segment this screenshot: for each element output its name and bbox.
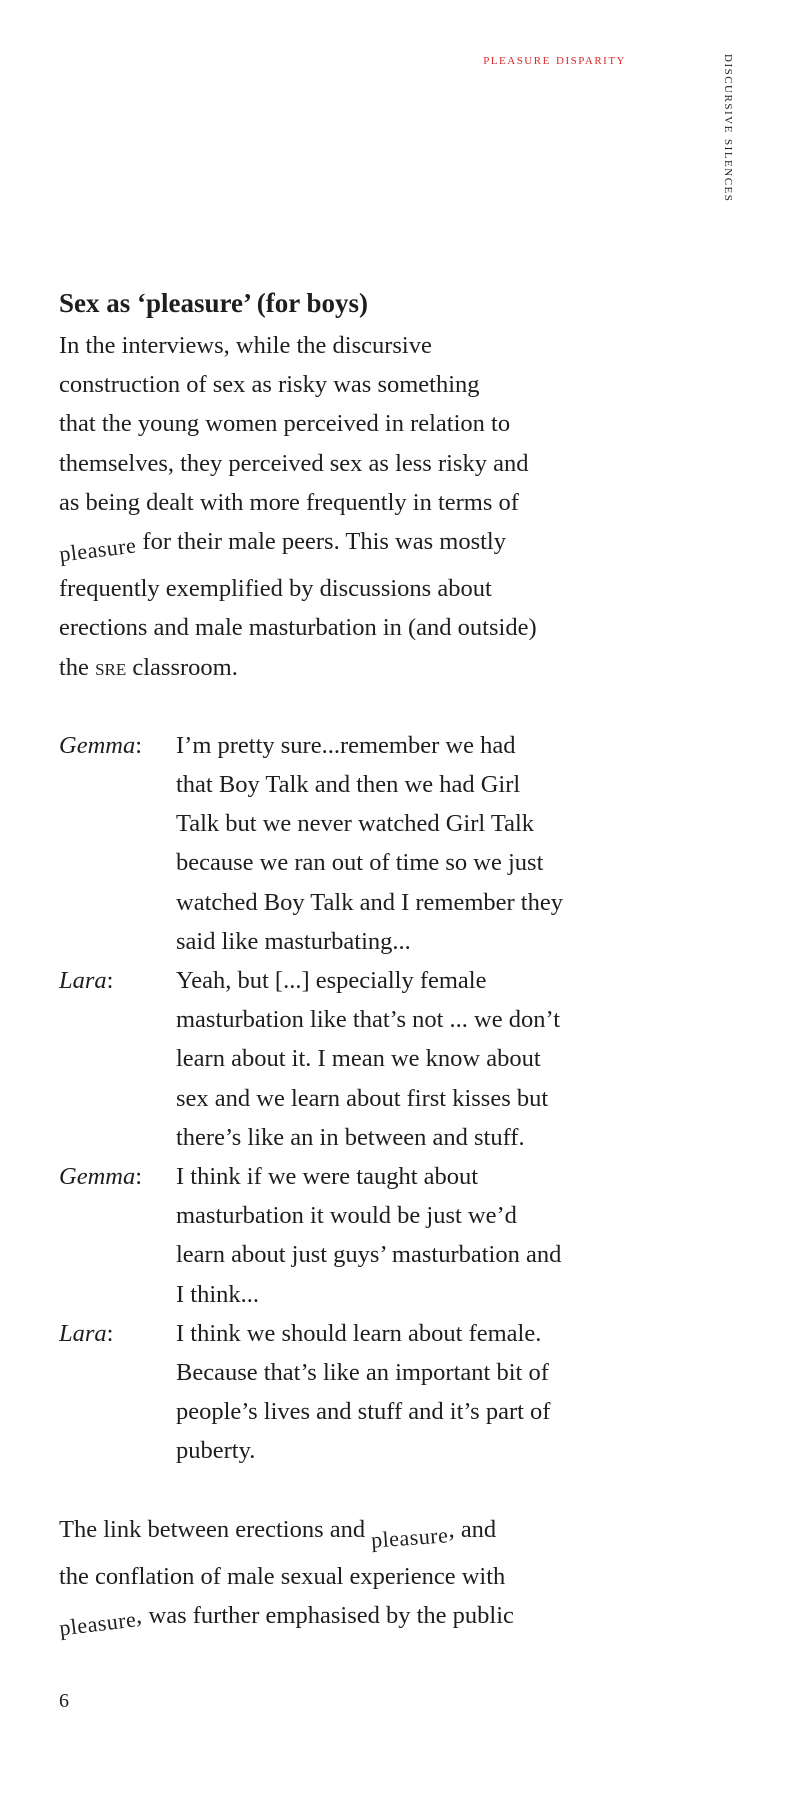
speaker-label: Gemma: [59, 731, 136, 759]
closing-line: [59, 1596, 619, 1643]
closing-text: , and: [448, 1515, 497, 1543]
page-number: 6: [59, 1690, 69, 1712]
intro-text: the: [59, 653, 96, 681]
speech-line: watched Boy Talk and I remember they: [176, 888, 563, 916]
speech-line: puberty.: [176, 1437, 256, 1465]
speech-text: [176, 1314, 646, 1471]
intro-line: frequently exemplified by discussions about: [59, 575, 492, 603]
speech-line: I think we should learn about female.: [176, 1319, 542, 1347]
section-heading: Sex as ‘pleasure’ (for boys): [59, 288, 368, 318]
speech-line: because we ran out of time so we just: [176, 849, 544, 877]
intro-line: erections and male masturbation in (and outside): [59, 614, 537, 642]
warped-word-pleasure: pleasure: [370, 1522, 450, 1553]
running-head: pleasure disparity: [483, 52, 626, 68]
speech-line: masturbation like that’s not ... we don’t: [176, 1006, 561, 1034]
closing-line: [59, 1510, 619, 1557]
sre-abbreviation: sre: [95, 653, 127, 681]
warped-word-pleasure: pleasure: [57, 1606, 138, 1641]
intro-text: classroom.: [126, 653, 238, 681]
speech-line: Yeah, but [...] especially female: [176, 967, 487, 995]
side-label: discursive silences: [721, 54, 737, 203]
speech-line: masturbation it would be just we’d: [176, 1202, 517, 1230]
dialogue-turn: [59, 1157, 639, 1314]
speech-line: learn about it. I mean we know about: [176, 1045, 541, 1073]
speech-line: that Boy Talk and then we had Girl: [176, 771, 521, 799]
closing-paragraph: [59, 1510, 619, 1644]
intro-line: construction of sex as risky was something: [59, 371, 480, 399]
warped-word-pleasure: pleasure: [57, 532, 138, 567]
interview-dialogue: [59, 726, 639, 1471]
speech-line: said like masturbating...: [176, 927, 411, 955]
intro-line: that the young women perceived in relation to: [59, 410, 511, 438]
speech-line: I think...: [176, 1280, 260, 1308]
closing-line: the conflation of male sexual experience with: [59, 1562, 506, 1590]
speech-line: sex and we learn about first kisses but: [176, 1084, 549, 1112]
intro-line-text: for their male peers. This was mostly: [136, 528, 506, 556]
speech-text: [176, 961, 646, 1157]
intro-paragraph: [59, 326, 619, 687]
speaker-name: Lara:: [59, 967, 114, 995]
intro-line: In the interviews, while the discursive: [59, 332, 432, 359]
speech-line: I think if we were taught about: [176, 1163, 479, 1191]
speech-text: [176, 726, 646, 961]
speaker-name: Gemma:: [59, 731, 143, 759]
dialogue-turn: [59, 726, 639, 961]
intro-line: themselves, they perceived sex as less risky and: [59, 449, 529, 477]
speech-line: people’s lives and stuff and it’s part of: [176, 1398, 551, 1426]
speech-line: I’m pretty sure...remember we had: [176, 731, 516, 759]
speech-line: learn about just guys’ masturbation and: [176, 1241, 562, 1269]
speech-line: there’s like an in between and stuff.: [176, 1123, 525, 1151]
speaker-name: Gemma:: [59, 1163, 143, 1191]
speech-line: Talk but we never watched Girl Talk: [176, 810, 535, 838]
speech-line: Because that’s like an important bit of: [176, 1359, 549, 1387]
speaker-name: Lara:: [59, 1319, 114, 1347]
intro-line: [59, 648, 619, 687]
page-content: [59, 286, 639, 1643]
dialogue-turn: [59, 1314, 639, 1471]
closing-text: The link between erections and: [59, 1515, 372, 1543]
speaker-label: Lara: [59, 967, 107, 995]
intro-line: [59, 522, 619, 569]
speech-text: [176, 1157, 646, 1314]
dialogue-turn: [59, 961, 639, 1157]
closing-text: , was further emphasised by the public: [136, 1602, 514, 1630]
intro-line: as being dealt with more frequently in terms of: [59, 488, 519, 516]
speaker-label: Gemma: [59, 1163, 136, 1191]
speaker-label: Lara: [59, 1319, 107, 1347]
